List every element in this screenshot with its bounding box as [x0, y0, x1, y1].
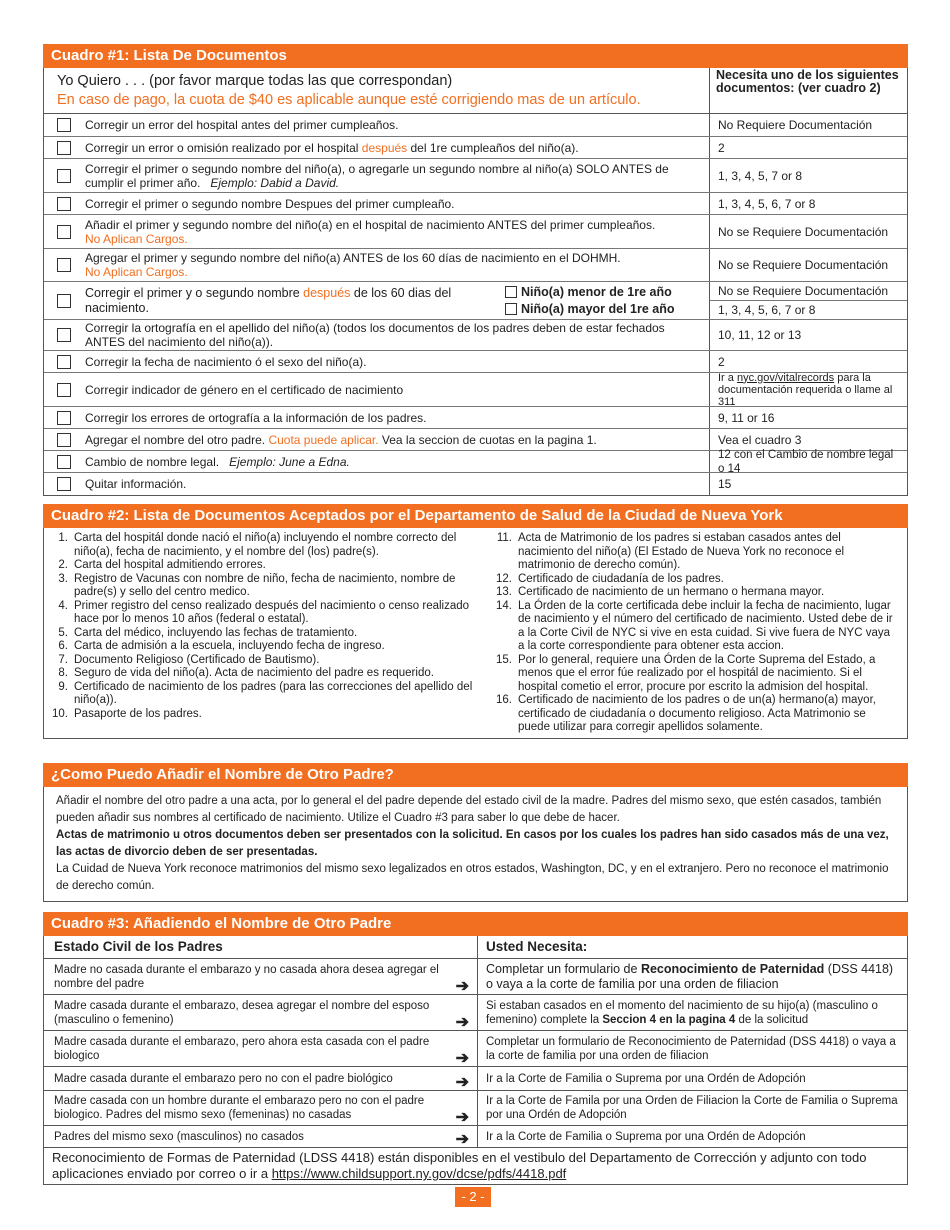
table-row: Quitar información. 15	[44, 473, 907, 495]
cuadro-1	[43, 44, 908, 496]
table-row: Madre casada durante el embarazo, desea agregar el nombre del esposo (masculino o femenino) ➔ Si estaban casados en el momento del nacimiento de su hijo(a) (masculino o femenino) complete la Seccion 4 en la pagina 4 de la solicitud	[44, 995, 907, 1031]
table-row: Madre no casada durante el embarazo y no casada ahora desea agregar el nombre del padre ➔ Completar un formulario de Reconocimiento de Paternidad (DSS 4418) o vaya a la corte de familia por una orden de filiacion	[44, 959, 907, 995]
arrow-icon: ➔	[455, 1050, 469, 1067]
checkbox[interactable]	[57, 433, 71, 447]
cuadro-3-footer: Reconocimiento de Formas de Paternidad (LDSS 4418) están disponibles en el vestibulo del Departamento de Corrección y adjunto con todo aplicaciones enviado por correo o ir a https://www.childsupport.ny.gov/dcse/pdfs/4418.pdf	[52, 1150, 867, 1181]
cuadro-1-table	[43, 68, 908, 496]
table-row: Corregir los errores de ortografía a la información de los padres. 9, 11 or 16	[44, 407, 907, 429]
arrow-icon: ➔	[455, 1131, 469, 1148]
docs-header: Necesita uno de los siguientes documentos: (ver cuadro 2)	[716, 68, 899, 95]
cuadro-1-title: Cuadro #1: Lista De Documentos	[43, 44, 908, 68]
table-row: Madre casada con un hombre durante el embarazo pero no con el padre biologico. Padres del mismo sexo (femeninas) no casadas ➔ Ir a la Corte de Famila por una Orden de Filiacion la Corte de Familia o Suprema por una Ordén de Adopción	[44, 1091, 907, 1126]
list-item: 15. Por lo general, requiere una Órden de la Corte Suprema del Estado, a menos que el error fúe realizado por el hospitál de nacimiento. Si el hospital cometio el error, procure por escrito la admision del hospital.	[496, 653, 876, 693]
table-row: Corregir el primer y o segundo nombre después de los 60 dias del nacimiento. Niño(a) menor de 1re año Niño(a) mayor del 1re año No se Requiere Documentación 1, 3, 4, 5, 6, 7 or 8	[44, 282, 907, 320]
checkbox[interactable]	[57, 197, 71, 211]
list-item: 11. Acta de Matrimonio de los padres si estaban casados antes del nacimiento del niño(a) (El Estado de Nueva York no reconoce el matrimonio de derecho común).	[496, 532, 845, 571]
checkbox[interactable]	[57, 169, 71, 183]
checkbox[interactable]	[57, 355, 71, 369]
list-item: 13. Certificado de nacimiento de un hermano o hermana mayor.	[496, 586, 825, 598]
page-number: - 2 -	[455, 1187, 491, 1207]
table-row: Añadir el primer y segundo nombre del niño(a) en el hospital de nacimiento ANTES del primer cumpleaños. No Aplican Cargos. No se Requiere Documentación	[44, 215, 907, 249]
table-row: Corregir la ortografía en el apellido del niño(a) (todos los documentos de los padres deben de estar fechados ANTES del nacimiento del niño(a)). 10, 11, 12 or 13	[44, 320, 907, 351]
table-header: Estado Civil de los Padres Usted Necesita:	[44, 936, 907, 959]
checkbox[interactable]	[57, 328, 71, 342]
arrow-icon: ➔	[455, 978, 469, 995]
table-row: Cambio de nombre legal. Ejemplo: June a Edna. 12 con el Cambio de nombre legal o 14	[44, 451, 907, 473]
list-item: 2. Carta del hospital admitiendo errores.	[58, 559, 266, 571]
como-anadir-section	[43, 763, 908, 902]
como-body: Añadir el nombre del otro padre a una acta, por lo general el del padre depende del estado civil de la madre. Padres del mismo sexo, que estén casados, también pueden añadir sus nombres al certificado de nacimiento. Utilize el Cuadro #3 para saber lo que debe de hacer. Actas de matrimonio u otros documentos deben ser presentados con la solicitud. En casos por los cuales los padres han sido casados más de una vez, las actas de divorcio deben de ser presentadas. La Cuidad de Nueva York reconoce matrimonios del mismo sexo legalizados en otros estados, Washington, DC, y en el extranjero. Pero no reconoce el matrimonio de derecho común.	[43, 787, 908, 902]
cuadro-3-table	[43, 936, 908, 1185]
list-item: 8. Seguro de vida del niño(a). Acta de nacimiento del padre es requerido.	[58, 667, 434, 679]
checkbox[interactable]	[57, 455, 71, 469]
cuadro-2-list	[43, 528, 908, 739]
list-item: 16. Certificado de nacimiento de los padres o de un(a) hermano(a) mayor, certificado de ciudadanía o documento religioso. Acta Matrimonio se puede utilizar para corregir apellidos solamente.	[496, 694, 876, 733]
list-item: 12. Certificado de ciudadanía de los padres.	[496, 572, 724, 585]
checkbox[interactable]	[57, 411, 71, 425]
table-row: Corregir la fecha de nacimiento ó el sexo del niño(a). 2	[44, 351, 907, 373]
checkbox-over-1[interactable]	[505, 303, 517, 315]
checkbox[interactable]	[57, 294, 71, 308]
list-item: 3. Registro de Vacunas con nombre de niño, fecha de nacimiento, nombre de padre(s) y sello del centro medico.	[58, 572, 456, 598]
arrow-icon: ➔	[455, 1109, 469, 1126]
table-row: Corregir indicador de género en el certificado de nacimiento Ir a nyc.gov/vitalrecords para la documentación requerida o llame al 311	[44, 373, 907, 407]
checkbox[interactable]	[57, 383, 71, 397]
table-row: Corregir el primer o segundo nombre Despues del primer cumpleaño. 1, 3, 4, 5, 6, 7 or 8	[44, 193, 907, 215]
list-item: 10. Pasaporte de los padres.	[52, 707, 202, 720]
como-title: ¿Como Puedo Añadir el Nombre de Otro Padre?	[43, 763, 908, 787]
cuadro-3-title: Cuadro #3: Añadiendo el Nombre de Otro Padre	[43, 912, 908, 936]
table-row: Agregar el nombre del otro padre. Cuota puede aplicar. Vea la seccion de cuotas en la pagina 1. Vea el cuadro 3	[44, 429, 907, 451]
table-row: Corregir un error del hospital antes del primer cumpleaños. No Requiere Documentación	[44, 114, 907, 137]
table-row: Corregir el primer o segundo nombre del niño(a), o agregarle un segundo nombre al niño(a) SOLO ANTES de cumplir el primer año. Ejemplo: Dabid a David. 1, 3, 4, 5, 7 or 8	[44, 159, 907, 193]
cuadro-2	[43, 504, 908, 739]
intro-text: Yo Quiero . . . (por favor marque todas las que correspondan)	[57, 73, 453, 89]
cuadro-1-header	[44, 68, 907, 114]
vitalrecords-link[interactable]: nyc.gov/vitalrecords	[736, 371, 835, 384]
table-row: Padres del mismo sexo (masculinos) no casados ➔ Ir a la Corte de Familia o Suprema por una Ordén de Adopción	[44, 1126, 907, 1148]
cuadro-3	[43, 912, 908, 1185]
table-row: Madre casada durante el embarazo, pero ahora esta casada con el padre biologico ➔ Completar un formulario de Reconocimiento de Paternidad (DSS 4418) o vaya a la corte de familia por una orden de filiacion	[44, 1031, 907, 1067]
arrow-icon: ➔	[455, 1014, 469, 1031]
fee-note: En caso de pago, la cuota de $40 es aplicable aunque esté corrigiendo mas de un artículo.	[57, 92, 641, 108]
arrow-icon: ➔	[455, 1074, 469, 1091]
checkbox[interactable]	[57, 225, 71, 239]
list-item: 6. Carta de admisión a la escuela, incluyendo fecha de ingreso.	[58, 640, 385, 652]
checkbox[interactable]	[57, 477, 71, 491]
checkbox[interactable]	[57, 258, 71, 272]
list-item: 1. Carta del hospitál donde nació el niño(a) incluyendo el nombre correcto del niño(a), fecha de nacimiento, y el nombre del (los) padre(s).	[58, 532, 457, 558]
table-row: Agregar el primer y segundo nombre del niño(a) ANTES de los 60 días de nacimiento en el DOHMH. No Aplican Cargos. No se Requiere Documentación	[44, 249, 907, 282]
list-item: 14. La Órden de la corte certificada debe incluir la fecha de nacimiento, lugar de nacimiento y el número del certificado de nacimiento. Usted debe de ir a la Corte Civil de NYC si vive en esta cuidad. Si vive fuera de NYC vaya a la corte correspondiente para obtener esta accion.	[496, 599, 893, 652]
checkbox[interactable]	[57, 118, 71, 132]
childsupport-link[interactable]: https://www.childsupport.ny.gov/dcse/pdfs/4418.pdf	[271, 1166, 567, 1181]
list-item: 9. Certificado de nacimiento de los padres (para las correcciones del apellido del niño(a)).	[58, 680, 473, 706]
list-item: 5. Carta del médico, incluyendo las fechas de tratamiento.	[58, 626, 358, 639]
cuadro-2-title: Cuadro #2: Lista de Documentos Aceptados por el Departamento de Salud de la Ciudad de Nueva York	[43, 504, 908, 528]
checkbox[interactable]	[57, 141, 71, 155]
list-item: 4. Primer registro del censo realizado después del nacimiento o censo realizado hace por lo menos 10 años (federal o estatal).	[58, 599, 470, 625]
list-item: 7. Documento Religioso (Certificado de Bautismo).	[58, 653, 320, 666]
table-row: Madre casada durante el embarazo pero no con el padre biológico ➔ Ir a la Corte de Familia o Suprema por una Ordén de Adopción	[44, 1067, 907, 1091]
table-row: Corregir un error o omisión realizado por el hospital después del 1re cumpleaños del niño(a). 2	[44, 137, 907, 159]
checkbox-under-1[interactable]	[505, 286, 517, 298]
